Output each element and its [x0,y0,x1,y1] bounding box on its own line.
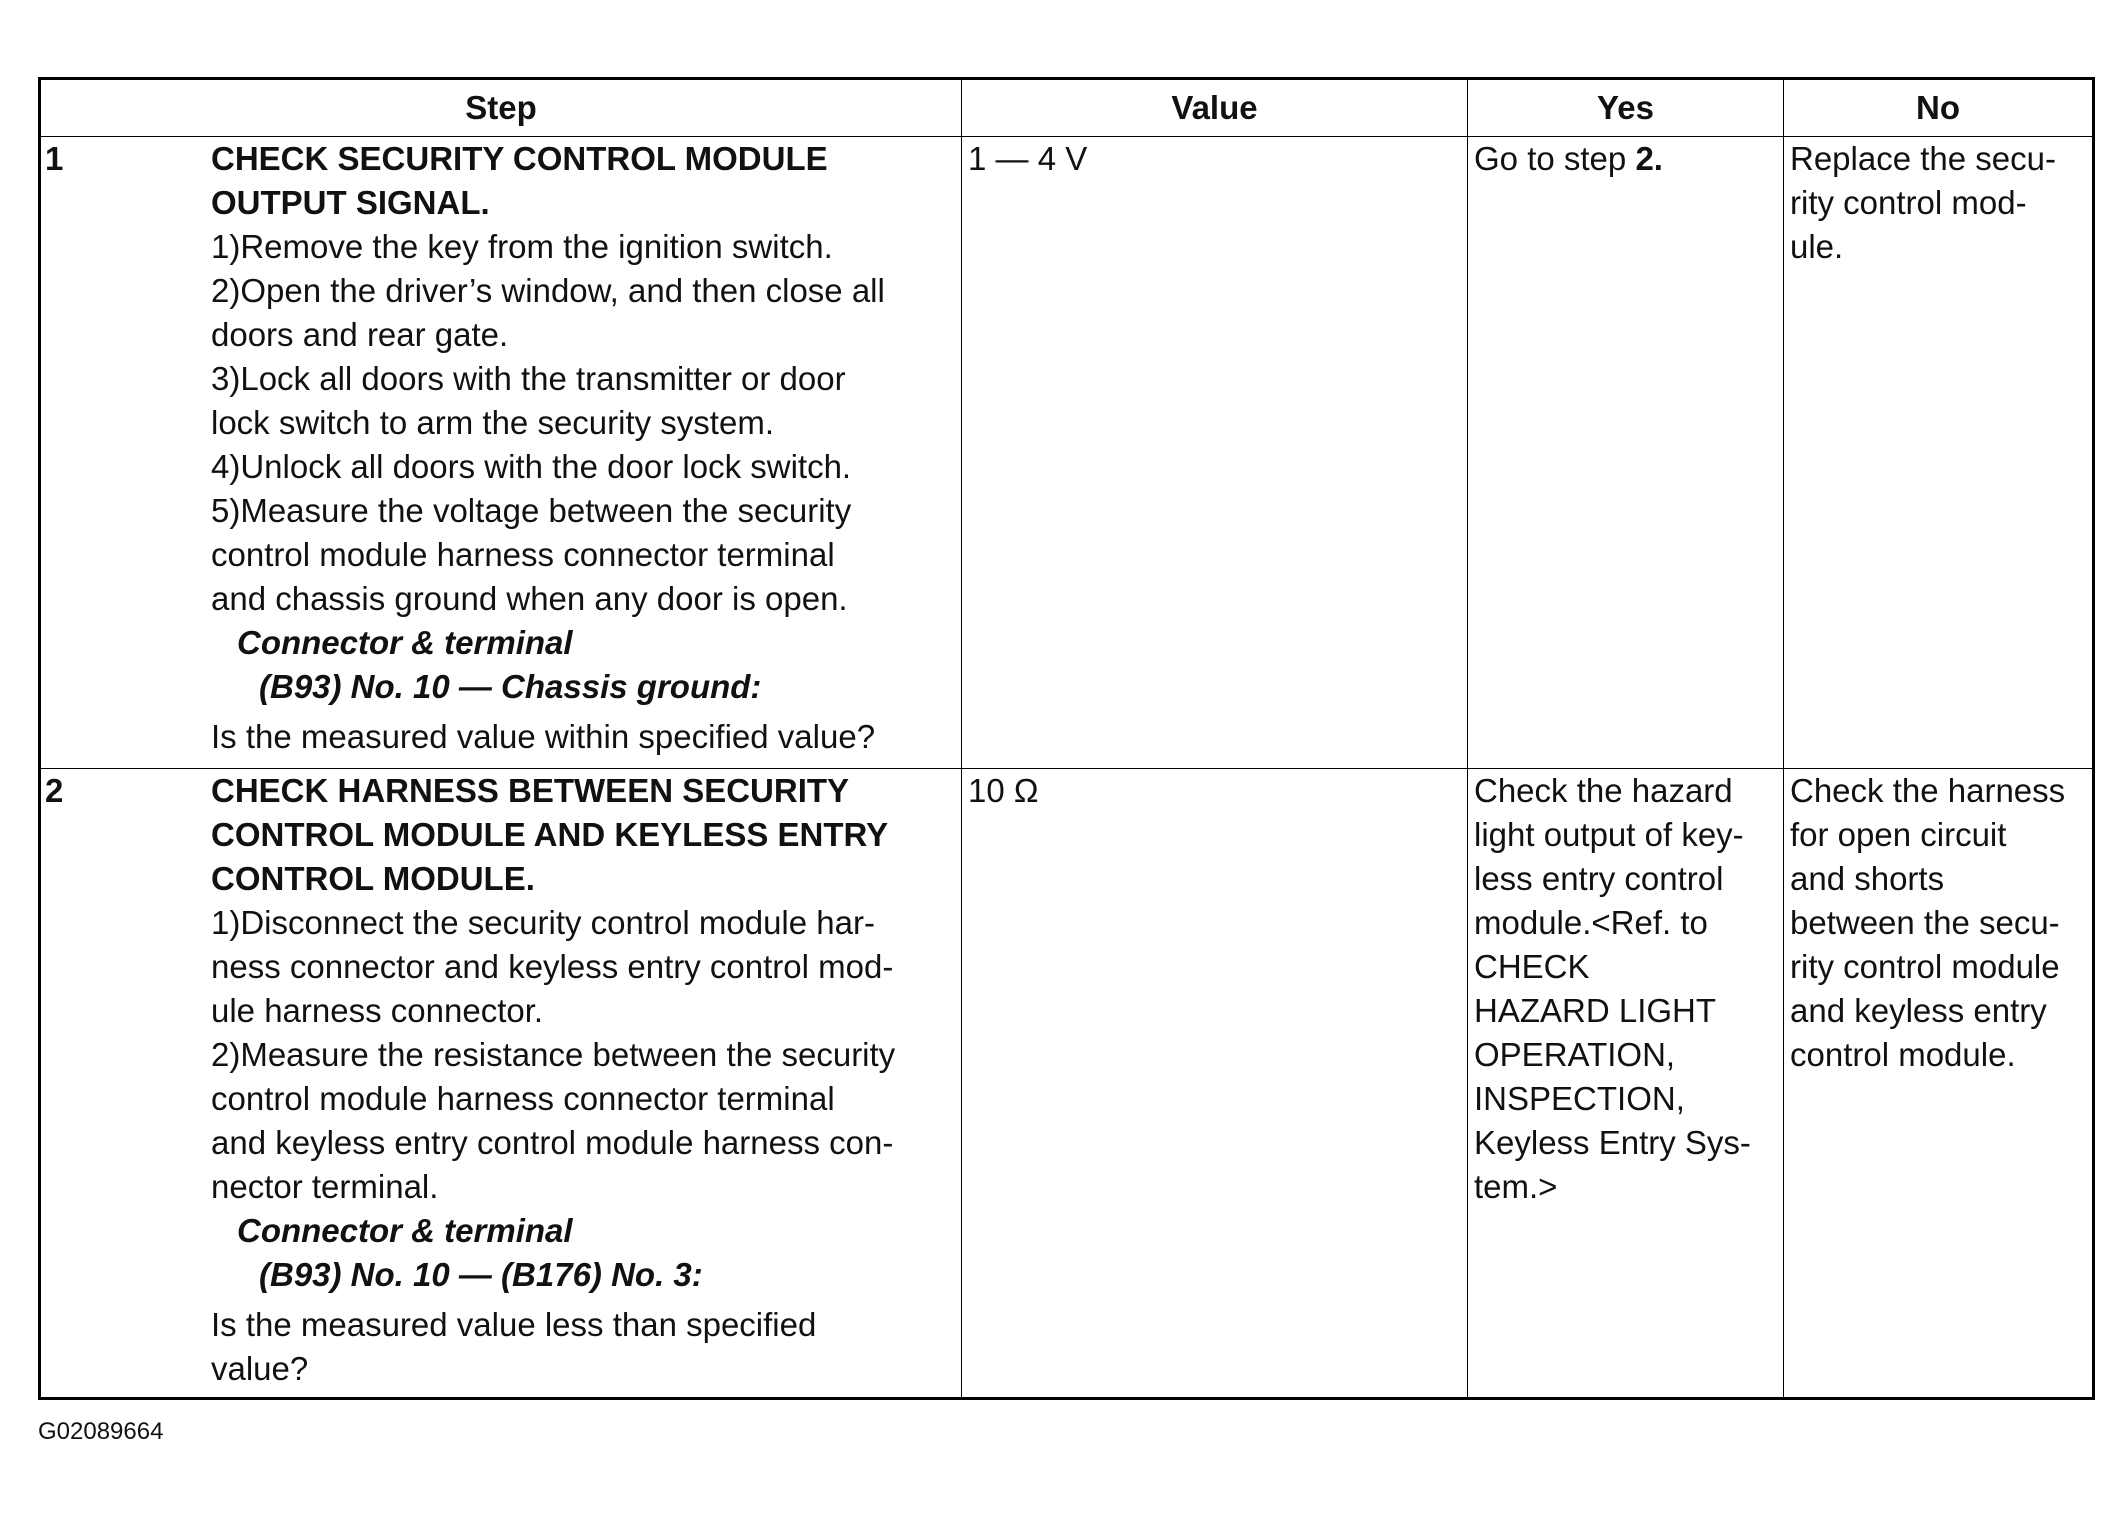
no-cell [1784,137,2094,769]
step-number: 2 [45,772,64,809]
specified-value: 1 — 4 V [968,140,1088,177]
step-title-line: CHECK SECURITY CONTROL MODULE [211,140,828,177]
table-row [40,769,2094,1399]
no-action-line: ule. [1790,228,1844,265]
instruction-line: lock switch to arm the security system. [211,404,774,441]
yes-action-line: INSPECTION, [1474,1080,1685,1117]
yes-action-line: module.<Ref. to [1474,904,1708,941]
no-action-line: Check the harness [1790,772,2066,809]
no-action-line: Replace the secu- [1790,140,2056,177]
yes-action-line: Check the hazard [1474,772,1733,809]
yes-action-line: Keyless Entry Sys- [1474,1124,1751,1161]
value-cell [962,769,1468,1399]
table-row [40,137,2094,769]
instruction-line: and keyless entry control module harness con- [211,1124,894,1161]
figure-id: G02089664 [38,1418,164,1445]
instruction-line: control module harness connector terminal [211,1080,835,1117]
instruction-line: 1)Disconnect the security control module har- [211,904,875,941]
no-cell [1784,769,2094,1399]
connector-heading: Connector & terminal [237,624,573,661]
instruction-line: nector terminal. [211,1168,439,1205]
no-action-line: and shorts [1790,860,1945,897]
specified-value: 10 Ω [968,772,1039,809]
instruction-line: 5)Measure the voltage between the security [211,492,852,529]
instruction-line: doors and rear gate. [211,316,509,353]
yes-action-line: CHECK [1474,948,1590,985]
no-action-line: control module. [1790,1036,2016,1073]
connector-heading: Connector & terminal [237,1212,573,1249]
header-value: Value [962,79,1468,137]
instruction-line: 3)Lock all doors with the transmitter or door [211,360,846,397]
step-cell [40,769,962,1399]
step-body [211,137,961,759]
header-no: No [1784,79,2094,137]
value-cell [962,137,1468,769]
diagnostic-table [38,77,2095,1400]
step-title-line: OUTPUT SIGNAL. [211,184,490,221]
instruction-line: 1)Remove the key from the ignition switch. [211,228,833,265]
step-question: Is the measured value less than specified [211,1306,817,1343]
instruction-line: ule harness connector. [211,992,544,1029]
step-cell [40,137,962,769]
yes-action-line: less entry control [1474,860,1724,897]
yes-action-line: tem.> [1474,1168,1558,1205]
instruction-line: control module harness connector terminal [211,536,835,573]
header-yes: Yes [1468,79,1784,137]
step-title-line: CONTROL MODULE AND KEYLESS ENTRY [211,816,889,853]
no-action-line: rity control mod- [1790,184,2027,221]
yes-action-line: HAZARD LIGHT [1474,992,1717,1029]
step-number: 1 [45,140,64,177]
step-question: value? [211,1350,309,1387]
yes-action-line: OPERATION, [1474,1036,1676,1073]
instruction-line: and chassis ground when any door is open. [211,580,848,617]
yes-action-line: light output of key- [1474,816,1744,853]
step-title-line: CONTROL MODULE. [211,860,535,897]
instruction-line: 4)Unlock all doors with the door lock switch. [211,448,852,485]
no-action-line: between the secu- [1790,904,2060,941]
yes-action-text: Go to step [1474,140,1636,177]
instruction-line: 2)Open the driver’s window, and then close all [211,272,885,309]
instruction-line: 2)Measure the resistance between the security [211,1036,896,1073]
no-action-line: and keyless entry [1790,992,2047,1029]
table-header-row [40,79,2094,137]
yes-step-ref: 2. [1635,140,1663,177]
step-title-line: CHECK HARNESS BETWEEN SECURITY [211,772,850,809]
connector-terminal: (B93) No. 10 — Chassis ground: [259,668,762,705]
header-step: Step [40,79,962,137]
no-action-line: for open circuit [1790,816,2007,853]
step-question: Is the measured value within specified value? [211,718,876,755]
step-body [211,769,961,1391]
yes-action [1474,137,1777,181]
instruction-line: ness connector and keyless entry control mod- [211,948,894,985]
no-action-line: rity control module [1790,948,2060,985]
yes-cell [1468,137,1784,769]
yes-cell [1468,769,1784,1399]
connector-terminal: (B93) No. 10 — (B176) No. 3: [259,1256,703,1293]
